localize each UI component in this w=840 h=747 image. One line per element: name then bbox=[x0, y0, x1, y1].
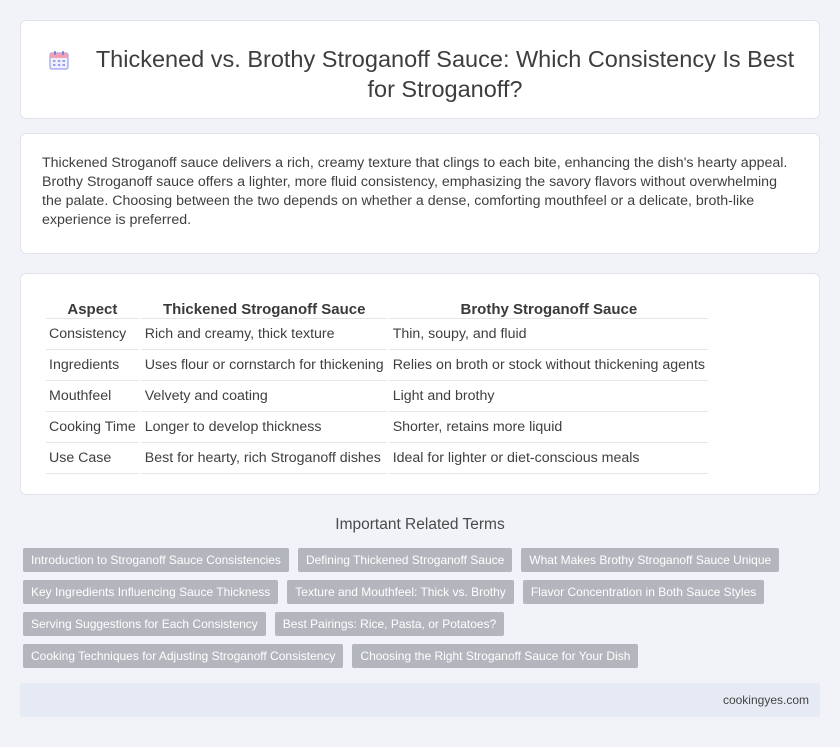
table-cell: Consistency bbox=[46, 319, 139, 350]
table-cell: Thin, soupy, and fluid bbox=[390, 319, 708, 350]
table-header-row bbox=[46, 294, 708, 319]
table-cell: Longer to develop thickness bbox=[142, 412, 387, 443]
related-term-tag[interactable]: Key Ingredients Influencing Sauce Thickness bbox=[23, 580, 278, 604]
table-cell: Use Case bbox=[46, 443, 139, 474]
table-cell: Ingredients bbox=[46, 350, 139, 381]
table-row bbox=[46, 443, 708, 474]
table-cell: Cooking Time bbox=[46, 412, 139, 443]
comparison-table bbox=[43, 294, 711, 474]
related-terms-heading: Important Related Terms bbox=[335, 516, 505, 533]
header-aspect: Aspect bbox=[46, 294, 139, 319]
table-cell: Uses flour or cornstarch for thickening bbox=[142, 350, 387, 381]
header-thickened: Thickened Stroganoff Sauce bbox=[142, 294, 387, 319]
table-row bbox=[46, 381, 708, 412]
title-card bbox=[20, 20, 820, 119]
intro-card bbox=[20, 133, 820, 254]
table-cell: Best for hearty, rich Stroganoff dishes bbox=[142, 443, 387, 474]
tag-row bbox=[23, 644, 823, 668]
table-row bbox=[46, 412, 708, 443]
table-cell: Mouthfeel bbox=[46, 381, 139, 412]
intro-paragraph: Thickened Stroganoff sauce delivers a rich, creamy texture that clings to each bite, enhancing the dish's hearty appeal. Brothy Stroganoff sauce offers a lighter, more fluid consistency, emphasizing the savory flavors without overwhelming the palate. Choosing between the two depends on whether a dense, comforting mouthfeel or a delicate, broth-like experience is preferred. bbox=[42, 155, 788, 228]
table-cell: Velvety and coating bbox=[142, 381, 387, 412]
related-term-tag[interactable]: Cooking Techniques for Adjusting Stroganoff Consistency bbox=[23, 644, 343, 668]
table-cell: Rich and creamy, thick texture bbox=[142, 319, 387, 350]
footer bbox=[20, 683, 820, 717]
table-row bbox=[46, 350, 708, 381]
related-term-tag[interactable]: Defining Thickened Stroganoff Sauce bbox=[298, 548, 512, 572]
footer-site-link[interactable]: cookingyes.com bbox=[722, 693, 809, 707]
related-terms-list bbox=[23, 548, 823, 676]
tag-row bbox=[23, 612, 823, 636]
related-term-tag[interactable]: Choosing the Right Stroganoff Sauce for Your Dish bbox=[352, 644, 638, 668]
table-cell: Ideal for lighter or diet-conscious meals bbox=[390, 443, 708, 474]
calendar-icon bbox=[48, 49, 70, 71]
page-title: Thickened vs. Brothy Stroganoff Sauce: Which Consistency Is Best for Stroganoff? bbox=[95, 46, 795, 102]
related-term-tag[interactable]: Introduction to Stroganoff Sauce Consistencies bbox=[23, 548, 289, 572]
related-term-tag[interactable]: Flavor Concentration in Both Sauce Styles bbox=[523, 580, 764, 604]
related-term-tag[interactable]: What Makes Brothy Stroganoff Sauce Unique bbox=[521, 548, 779, 572]
table-cell: Shorter, retains more liquid bbox=[390, 412, 708, 443]
related-term-tag[interactable]: Serving Suggestions for Each Consistency bbox=[23, 612, 266, 636]
related-term-tag[interactable]: Best Pairings: Rice, Pasta, or Potatoes? bbox=[275, 612, 504, 636]
header-brothy: Brothy Stroganoff Sauce bbox=[390, 294, 708, 319]
table-row bbox=[46, 319, 708, 350]
table-cell: Light and brothy bbox=[390, 381, 708, 412]
table-cell: Relies on broth or stock without thickening agents bbox=[390, 350, 708, 381]
tag-row bbox=[23, 580, 823, 604]
related-term-tag[interactable]: Texture and Mouthfeel: Thick vs. Brothy bbox=[287, 580, 514, 604]
tag-row bbox=[23, 548, 823, 572]
comparison-card bbox=[20, 273, 820, 495]
